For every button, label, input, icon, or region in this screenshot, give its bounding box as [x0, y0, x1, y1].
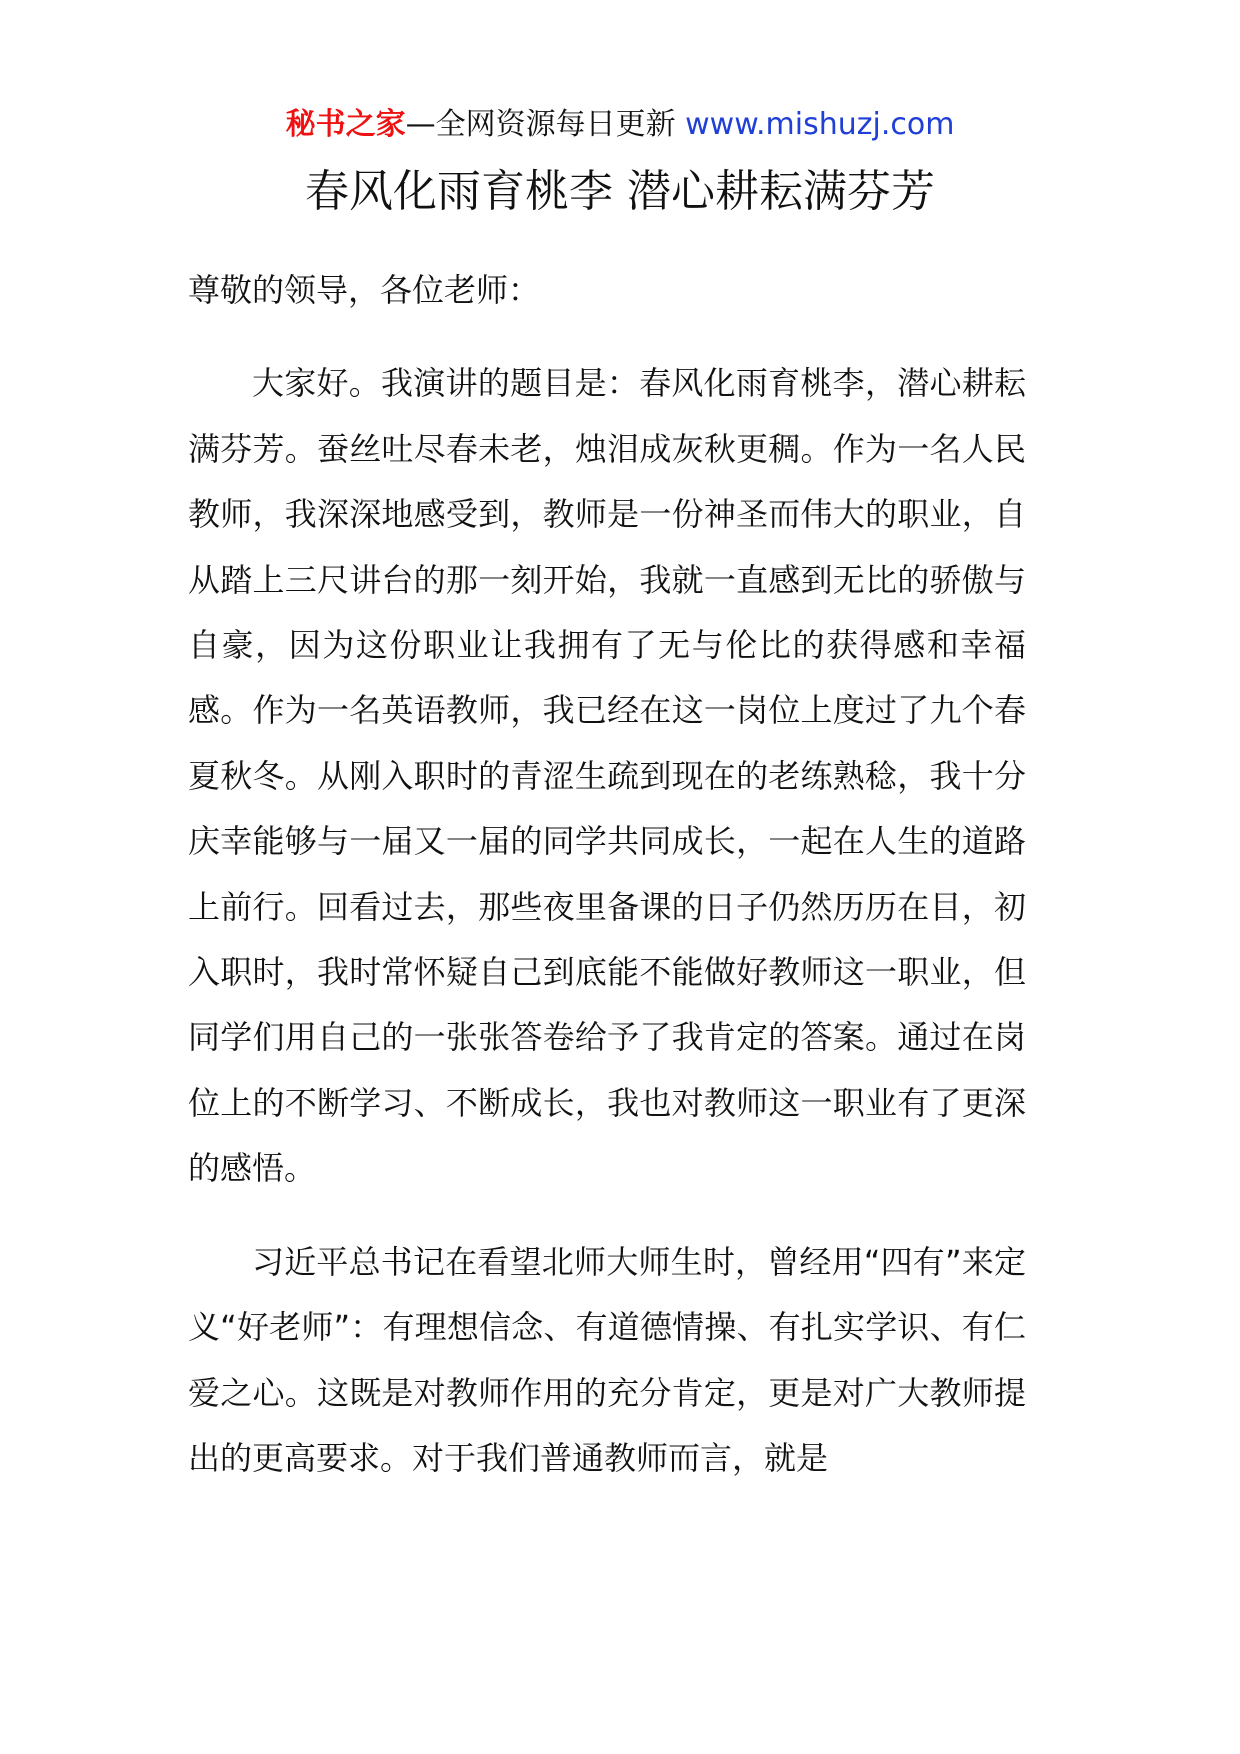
document-title: 春风化雨育桃李 潜心耕耘满芬芳	[305, 166, 935, 217]
salutation: 尊敬的领导，各位老师：	[188, 271, 541, 309]
document-body	[188, 258, 1026, 1491]
paragraph-1: 大家好。我演讲的题目是：春风化雨育桃李，潜心耕耘满芬芳。蚕丝吐尽春未老，烛泪成灰秋更稠。作为一名人民教师，我深深地感受到，教师是一份神圣而伟大的职业，自从踏上三尺讲台的那一刻开始，我就一直感到无比的骄傲与自豪，因为这份职业让我拥有了无与伦比的获得感和幸福感。作为一名英语教师，我已经在这一岗位上度过了九个春夏秋冬。从刚入职时的青涩生疏到现在的老练熟稔，我十分庆幸能够与一届又一届的同学共同成长，一起在人生的道路上前行。回看过去，那些夜里备课的日子仍然历历在目，初入职时，我时常怀疑自己到底能不能做好教师这一职业，但同学们用自己的一张张答卷给予了我肯定的答案。通过在岗位上的不断学习、不断成长，我也对教师这一职业有了更深的感悟。	[188, 364, 1026, 1188]
site-url-link[interactable]: www.mishuzj.com	[685, 107, 955, 142]
site-tagline: —全网资源每日更新	[405, 107, 686, 142]
paragraph-2: 习近平总书记在看望北师大师生时，曾经用“四有”来定义“好老师”：有理想信念、有道德情操、有扎实学识、有仁爱之心。这既是对教师作用的充分肯定，更是对广大教师提出的更高要求。对于我们普通教师而言，就是	[188, 1242, 1026, 1477]
site-brand: 秘书之家	[285, 107, 406, 142]
site-header	[0, 103, 1240, 147]
